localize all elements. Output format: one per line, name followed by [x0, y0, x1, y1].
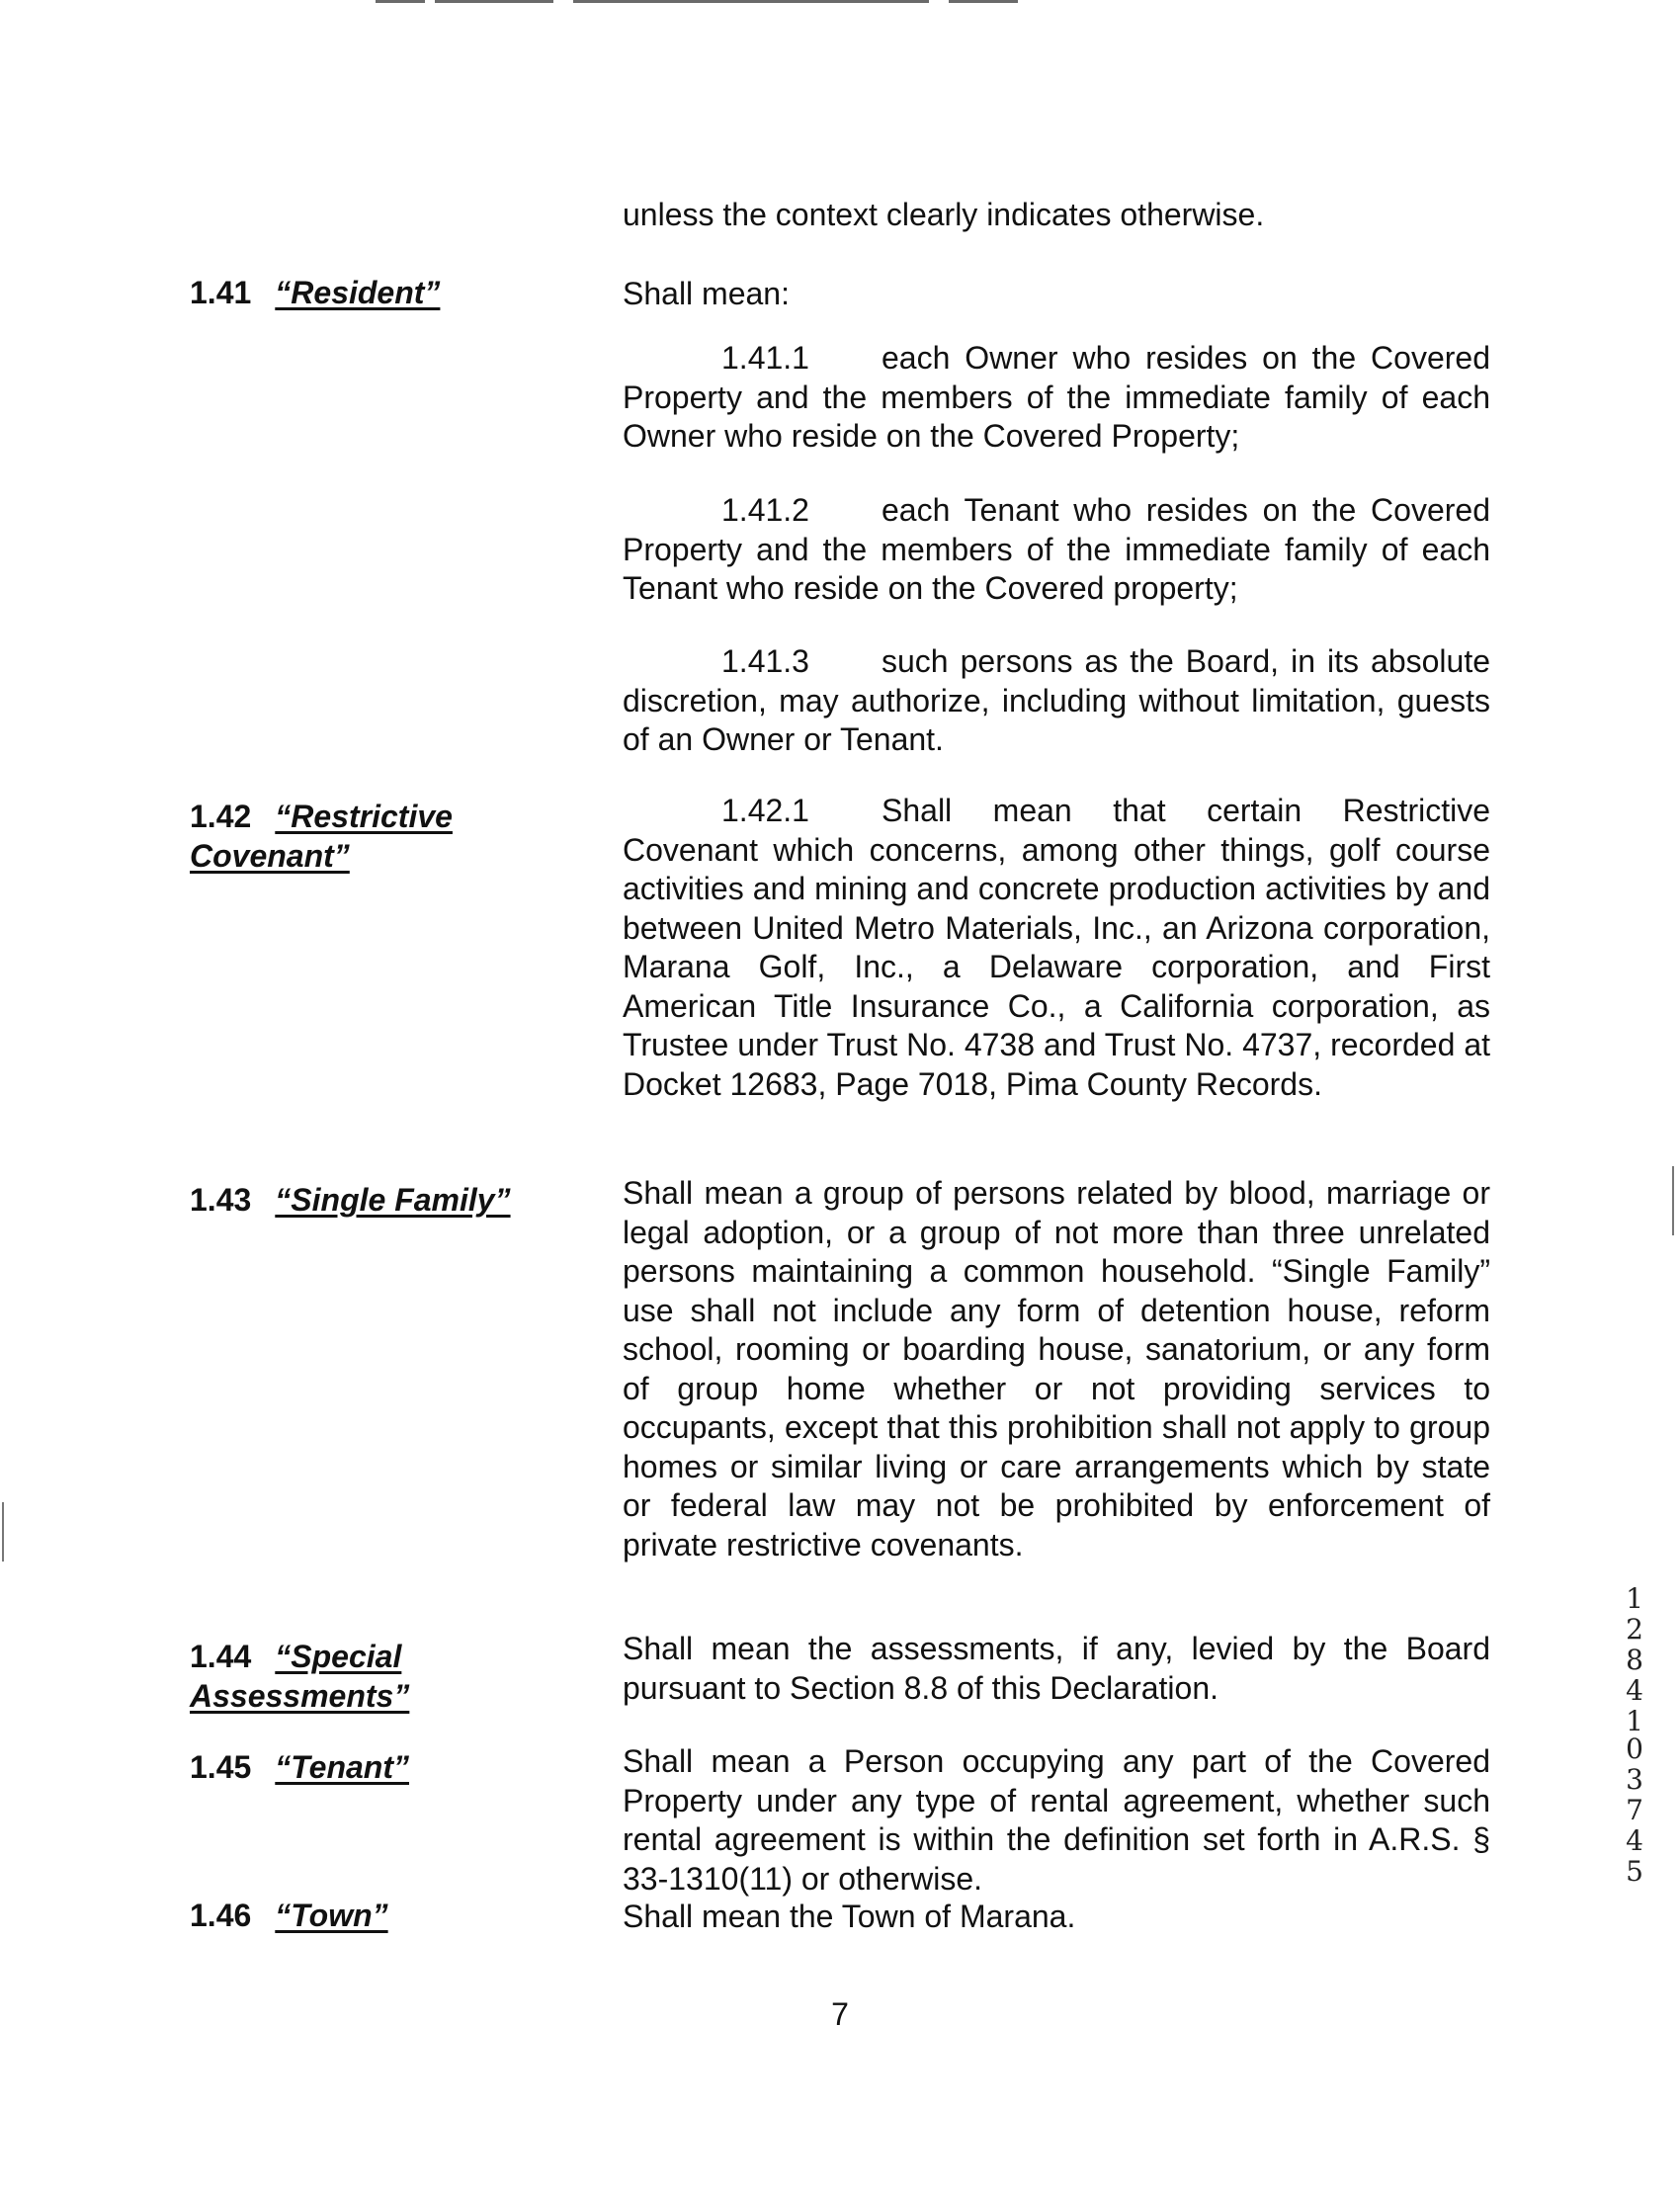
recording-page-number [1621, 1733, 1648, 1887]
term-name-line2: Assessments” [190, 1678, 410, 1714]
scan-artifact [573, 0, 929, 3]
definition-restrictive-covenant [623, 792, 1490, 1104]
recording-digit: 7 [1626, 1794, 1643, 1826]
subsection-number: 1.42.1 [721, 793, 809, 828]
term-special-assessments [190, 1637, 409, 1716]
margin-mark [2, 1502, 4, 1562]
recording-digit: 3 [1626, 1763, 1643, 1796]
page-number: 7 [831, 1996, 849, 2032]
definition-special-assessments: Shall mean the assessments, if any, levied by the Board pursuant to Section 8.8 of this Declaration. [623, 1631, 1490, 1706]
continuation-text: unless the context clearly indicates otherwise. [623, 197, 1265, 232]
section-number: 1.45 [190, 1749, 252, 1785]
term-name-line1: “Special [275, 1639, 402, 1674]
subsection-text: each Tenant who resides on the Covered Property and the members of the immediate family of each Tenant who reside on the Covered property; [623, 492, 1490, 606]
recording-digit: 0 [1626, 1732, 1643, 1765]
subsection-text: each Owner who resides on the Covered Property and the members of the immediate family of each Owner who reside on the Covered Property; [623, 340, 1490, 454]
term-name: “Resident” [275, 275, 441, 310]
section-number: 1.44 [190, 1639, 252, 1674]
section-number: 1.46 [190, 1898, 252, 1933]
recording-digit: 4 [1626, 1824, 1643, 1857]
recording-digit: 1 [1626, 1705, 1643, 1737]
term-name: “Town” [275, 1898, 388, 1933]
term-name: “Tenant” [275, 1749, 409, 1785]
definition-single-family: Shall mean a group of persons related by blood, marriage or legal adoption, or a group of not more than three unrelated persons maintaining a common household. “Single Family” use shall not include any form of detention house, reform school, rooming or boarding house, sanatorium, or any form of group home whether or not providing services to occupants, except that this prohibition shall not apply to group homes or similar living or care arrangements which by state or federal law may not be prohibited by enforcement of private restrictive covenants. [623, 1175, 1490, 1563]
recording-digit: 5 [1626, 1855, 1643, 1888]
section-number: 1.41 [190, 275, 252, 310]
subsection-1-41-2 [623, 491, 1490, 609]
scan-artifact [376, 0, 425, 3]
term-tenant [190, 1747, 409, 1787]
recording-digit: 4 [1626, 1674, 1643, 1707]
term-name: “Single Family” [275, 1182, 511, 1218]
section-number: 1.42 [190, 799, 252, 834]
term-name-line2: Covenant” [190, 838, 350, 874]
term-town [190, 1896, 388, 1935]
recording-digit: 2 [1626, 1613, 1643, 1646]
recording-docket-number [1621, 1583, 1648, 1736]
definition-town: Shall mean the Town of Marana. [623, 1899, 1076, 1934]
scan-artifact [949, 0, 1018, 3]
definition-resident: Shall mean: [623, 276, 790, 311]
subsection-text: such persons as the Board, in its absolute discretion, may authorize, including without limitation, guests of an Owner or Tenant. [623, 643, 1490, 757]
subsection-number: 1.41.2 [721, 492, 809, 528]
scan-artifact [435, 0, 553, 3]
recording-digit: 1 [1626, 1582, 1643, 1615]
margin-mark [1672, 1166, 1674, 1235]
section-number: 1.43 [190, 1182, 252, 1218]
term-restrictive-covenant [190, 797, 453, 876]
subsection-number: 1.41.3 [721, 643, 809, 679]
definition-text: Shall mean that certain Restrictive Covenant which concerns, among other things, golf course activities and mining and concrete production activities by and between United Metro Materials, Inc., an Arizona corporation, Marana Golf, Inc., a Delaware corporation, and First American Title Insurance Co., a California corporation, as Trustee under Trust No. 4738 and Trust No. 4737, recorded at Docket 12683, Page 7018, Pima County Records. [623, 793, 1490, 1102]
term-resident [190, 273, 440, 312]
subsection-number: 1.41.1 [721, 340, 809, 376]
term-name-line1: “Restrictive [275, 799, 453, 834]
recording-digit: 8 [1626, 1644, 1643, 1676]
term-single-family [190, 1180, 511, 1220]
definition-tenant: Shall mean a Person occupying any part of the Covered Property under any type of rental agreement, whether such rental agreement is within the definition set forth in A.R.S. § 33-1310(11) or otherwise. [623, 1743, 1490, 1897]
subsection-1-41-3 [623, 642, 1490, 760]
subsection-1-41-1 [623, 339, 1490, 457]
